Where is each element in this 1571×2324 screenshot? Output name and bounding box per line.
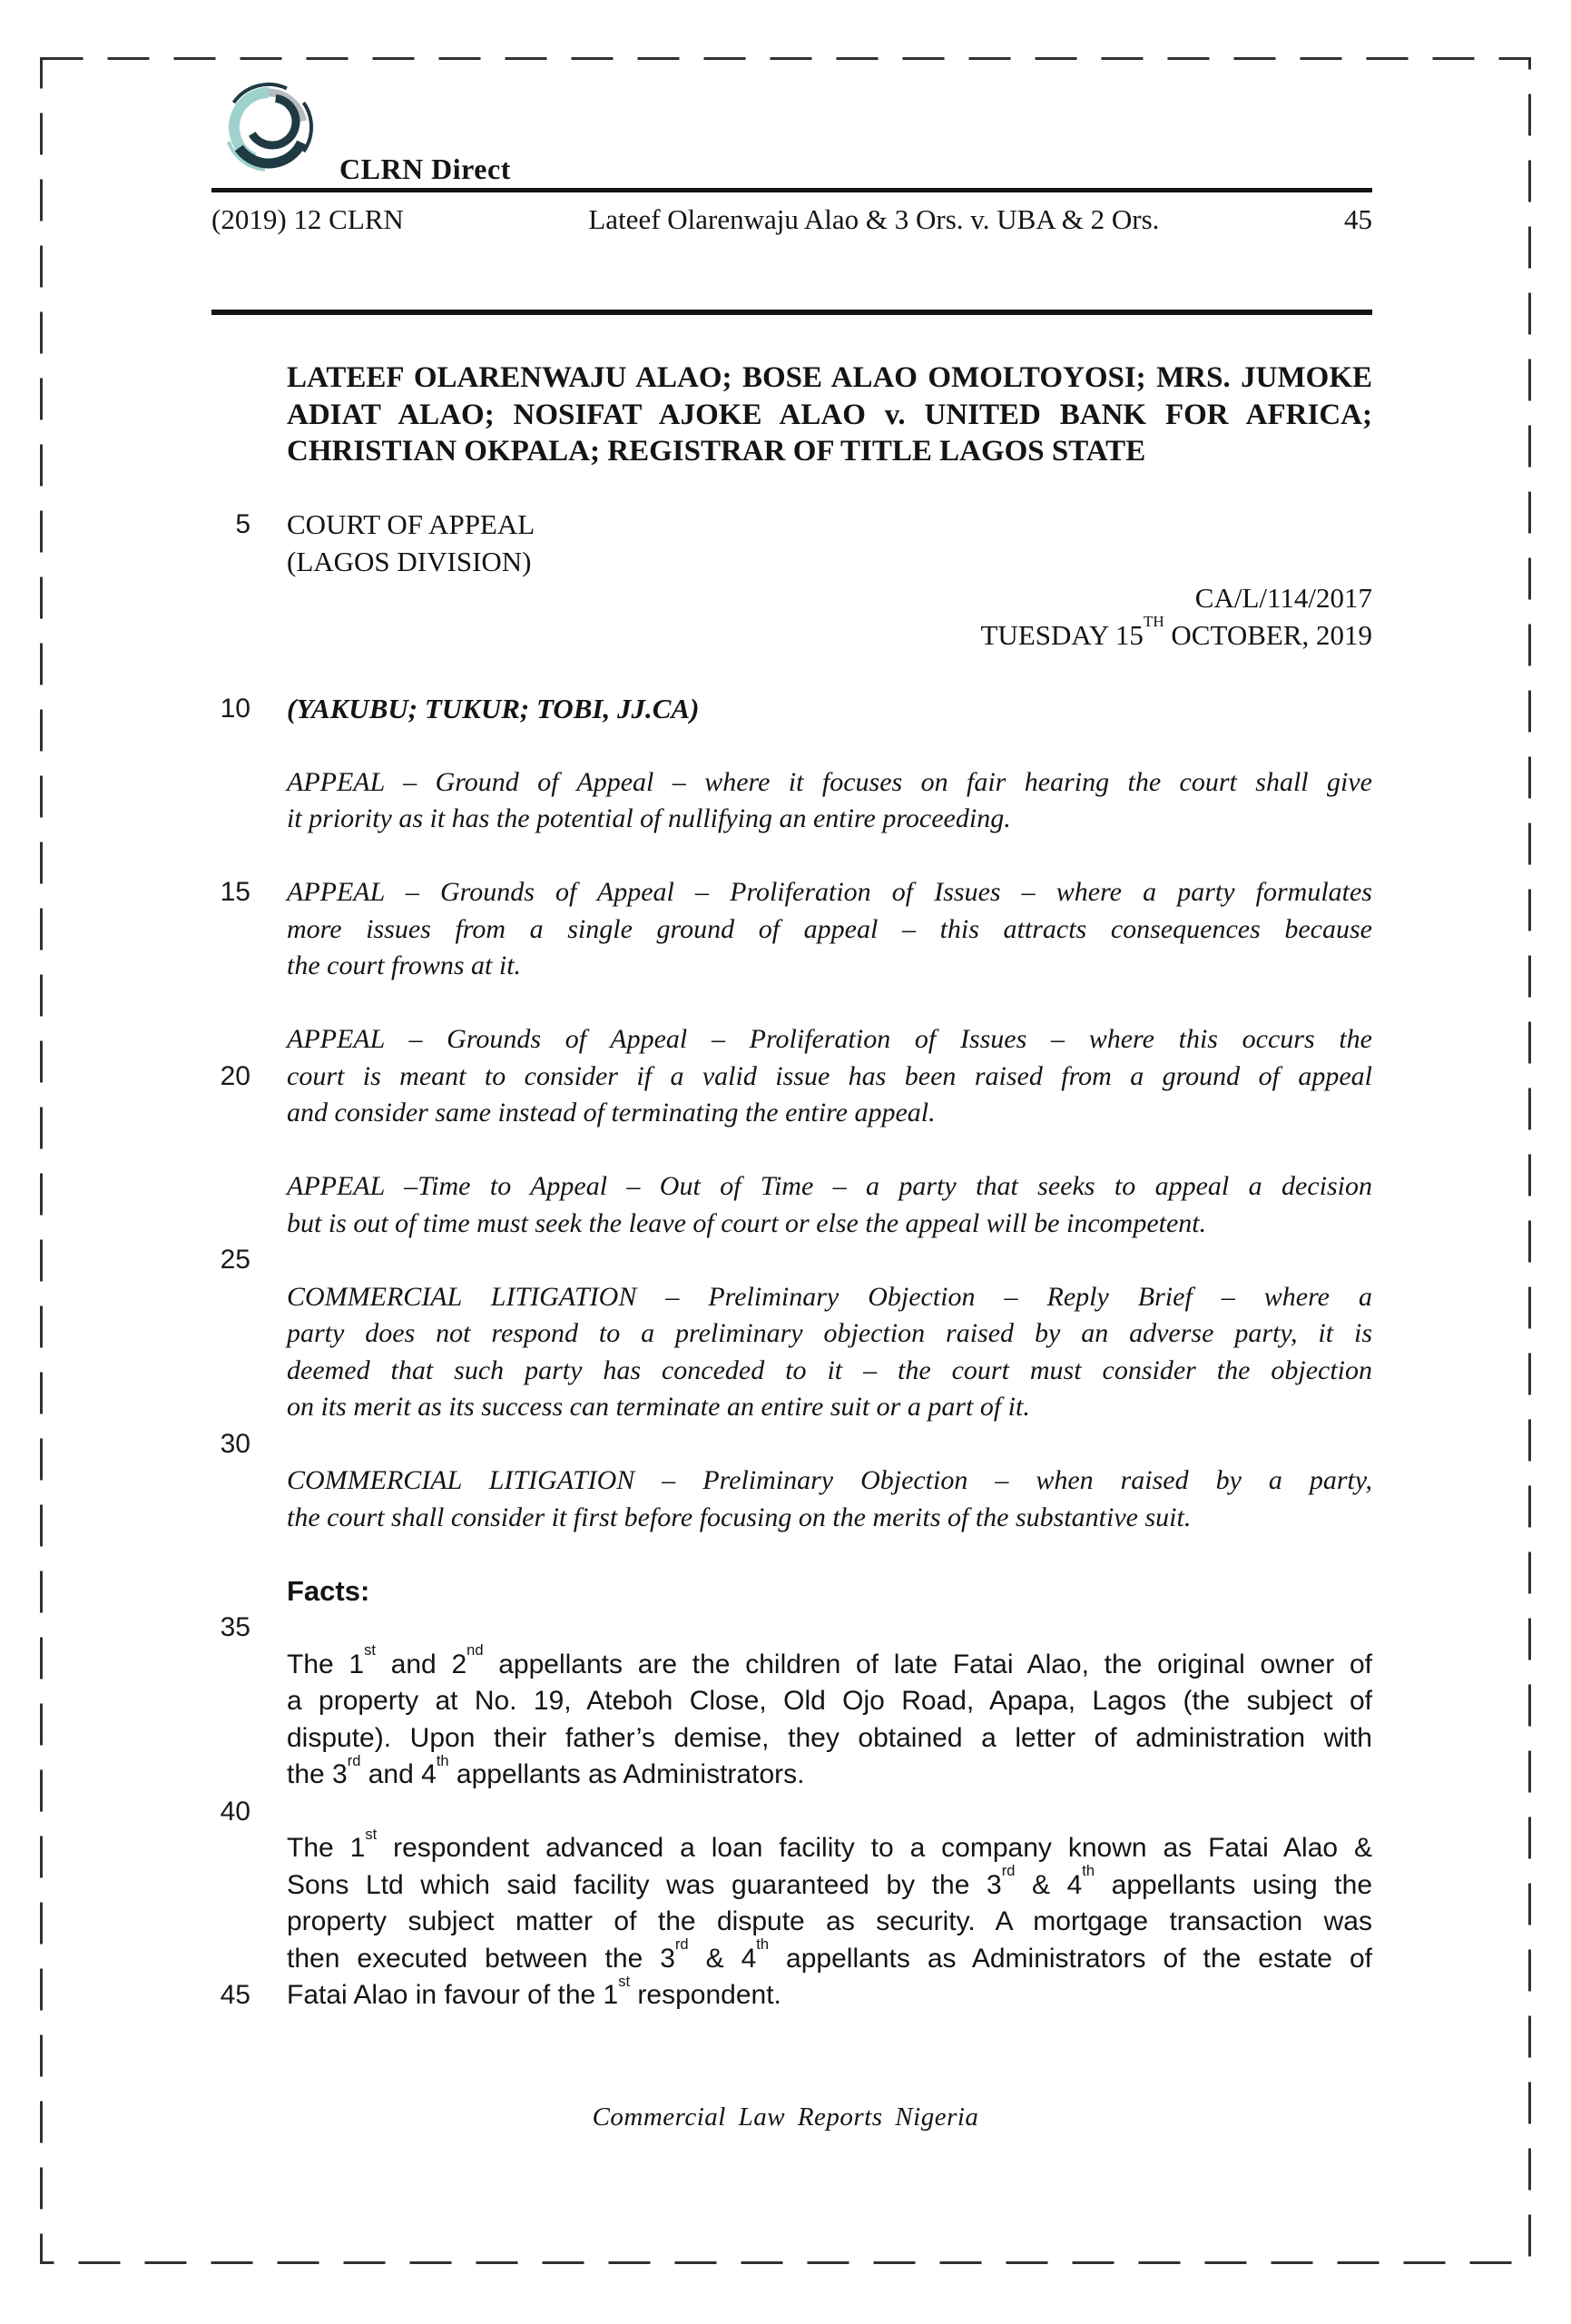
- catchword-line: APPEAL – Ground of Appeal – where it focuses on fair hearing the court shall give: [287, 766, 1372, 797]
- facts-line: a property at No. 19, Ateboh Close, Old Ojo Road, Apapa, Lagos (the subject of: [287, 1686, 1372, 1716]
- catchword-line: the court frowns at it.: [287, 950, 522, 980]
- catchword-paragraph: [287, 1279, 1372, 1426]
- page-number: 45: [1343, 203, 1372, 235]
- facts-line: Sons Ltd which said facility was guaranteed by the 3rd & 4th appellants using the: [287, 1863, 1373, 1900]
- line-number: 15: [220, 877, 250, 907]
- running-header: [211, 202, 1372, 238]
- line-number: 45: [220, 1980, 250, 2010]
- line-number: 5: [235, 509, 250, 539]
- catchword-line: it priority as it has the potential of nullifying an entire proceeding.: [287, 803, 1011, 833]
- line-number: 35: [220, 1612, 250, 1642]
- footer-publication-name: Commercial Law Reports Nigeria: [592, 2102, 979, 2132]
- case-title: [287, 359, 1372, 470]
- header-rule-top: [211, 188, 1372, 192]
- court-block: [287, 507, 1372, 580]
- facts-paragraph: [287, 1642, 1372, 1794]
- case-title-line: LATEEF OLARENWAJU ALAO; BOSE ALAO OMOLTOYOSI; MRS. JUMOKE: [287, 361, 1372, 394]
- catchword-paragraph: [287, 1168, 1372, 1242]
- facts-line: Fatai Alao in favour of the 1st respondent.: [287, 1973, 781, 2010]
- catchword-line: on its merit as its success can terminate an entire suit or a part of it.: [287, 1392, 1030, 1422]
- suit-block: [287, 580, 1372, 654]
- facts-line: The 1st and 2nd appellants are the children of late Fatai Alao, the original owner of: [287, 1642, 1372, 1679]
- catchword-paragraph: [287, 874, 1372, 985]
- facts-line: then executed between the 3rd & 4th appellants as Administrators of the estate of: [287, 1936, 1372, 1974]
- case-title-line: ADIAT ALAO; NOSIFAT AJOKE ALAO v. UNITED BANK FOR AFRICA;: [287, 398, 1372, 431]
- facts-paragraph: [287, 1826, 1373, 2014]
- facts-line: The 1st respondent advanced a loan facility to a company known as Fatai Alao &: [287, 1826, 1373, 1863]
- catchword-paragraph: [287, 1462, 1372, 1536]
- case-title-line: CHRISTIAN OKPALA; REGISTRAR OF TITLE LAGOS STATE: [287, 435, 1146, 468]
- clrn-logo-icon: [212, 78, 325, 180]
- facts-line: property subject matter of the dispute as security. A mortgage transaction was: [287, 1906, 1372, 1936]
- line-number: 10: [220, 693, 250, 724]
- line-number: 25: [220, 1245, 250, 1275]
- catchword-line: more issues from a single ground of appeal – this attracts consequences because: [287, 913, 1372, 944]
- header-rule-bottom: [211, 310, 1372, 315]
- catchword-paragraph: [287, 1021, 1372, 1132]
- catchword-line: APPEAL – Grounds of Appeal – Proliferation of Issues – where a party formulates: [287, 877, 1372, 907]
- running-case-name: Lateef Olarenwaju Alao & 3 Ors. v. UBA & 2 Ors.: [588, 203, 1160, 235]
- judgment-date: TUESDAY 15TH OCTOBER, 2019: [980, 612, 1372, 651]
- catchword-line: and consider same instead of terminating the entire appeal.: [287, 1098, 936, 1128]
- facts-line: the 3rd and 4th appellants as Administrators.: [287, 1752, 805, 1789]
- facts-heading: Facts:: [287, 1574, 370, 1607]
- catchword-paragraph: [287, 764, 1372, 838]
- suit-number: CA/L/114/2017: [1194, 582, 1372, 614]
- judges-line: (YAKUBU; TUKUR; TOBI, JJ.CA): [287, 692, 700, 724]
- court-division: (LAGOS DIVISION): [287, 545, 532, 577]
- catchword-line: COMMERCIAL LITIGATION – Preliminary Objection – when raised by a party,: [287, 1465, 1372, 1495]
- line-number: 20: [220, 1060, 250, 1091]
- court-name: COURT OF APPEAL: [287, 508, 535, 540]
- brand-title: CLRN Direct: [339, 153, 511, 185]
- catchword-line: COMMERCIAL LITIGATION – Preliminary Objection – Reply Brief – where a: [287, 1281, 1372, 1312]
- facts-line: dispute). Upon their father’s demise, they obtained a letter of administration with: [287, 1722, 1372, 1753]
- line-number: 40: [220, 1796, 250, 1827]
- catchword-line: but is out of time must seek the leave of court or else the appeal will be incompetent.: [287, 1207, 1207, 1238]
- catchword-line: party does not respond to a preliminary objection raised by an adverse party, it is: [287, 1318, 1372, 1348]
- catchword-line: court is meant to consider if a valid issue has been raised from a ground of appeal: [287, 1060, 1372, 1091]
- catchword-line: the court shall consider it first before focusing on the merits of the substantive suit.: [287, 1502, 1192, 1532]
- line-number: 30: [220, 1428, 250, 1459]
- catchword-line: deemed that such party has conceded to it – the court must consider the objection: [287, 1354, 1372, 1385]
- citation: (2019) 12 CLRN: [211, 203, 404, 235]
- catchword-line: APPEAL – Grounds of Appeal – Proliferation of Issues – where this occurs the: [287, 1024, 1372, 1054]
- catchword-line: APPEAL –Time to Appeal – Out of Time – a party that seeks to appeal a decision: [287, 1171, 1372, 1201]
